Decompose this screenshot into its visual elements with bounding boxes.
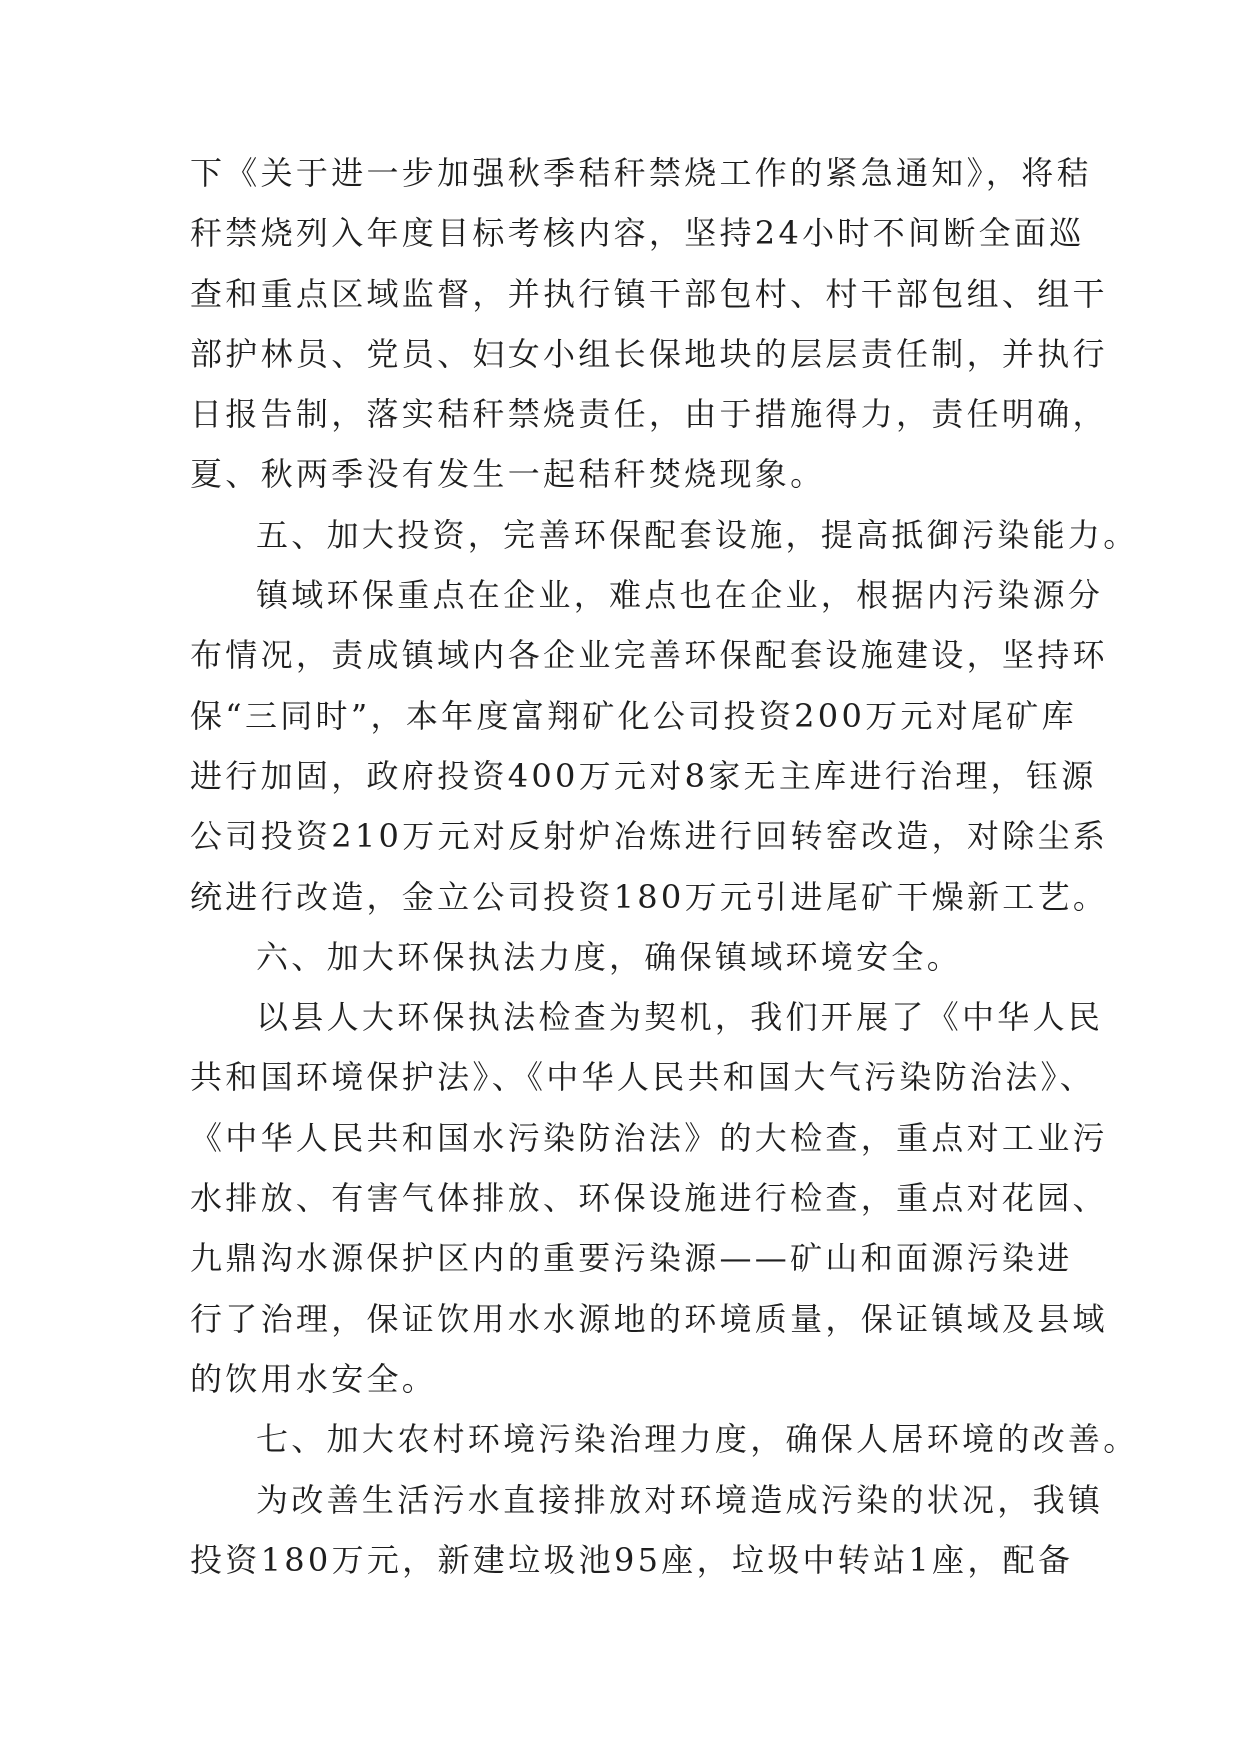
text-line: 统进行改造，金立公司投资180万元引进尾矿干燥新工艺。 (190, 877, 1109, 916)
text-line: 查和重点区域监督，并执行镇干部包村、村干部包组、组干 (190, 274, 1108, 313)
paragraph-first-line: 五、加大投资，完善环保配套设施，提高抵御污染能力。 (256, 515, 1139, 554)
text-line: 的饮用水安全。 (190, 1359, 438, 1398)
text-line: 公司投资210万元对反射炉冶炼进行回转窑改造，对除尘系 (190, 817, 1109, 856)
text-line: 秆禁烧列入年度目标考核内容，坚持24小时不间断全面巡 (190, 214, 1085, 253)
text-line: 布情况，责成镇域内各企业完善环保配套设施建设，坚持环 (190, 636, 1108, 675)
text-line: 行了治理，保证饮用水水源地的环境质量，保证镇域及县域 (190, 1299, 1108, 1338)
text-line: 九鼎沟水源保护区内的重要污染源——矿山和面源污染进 (190, 1239, 1073, 1278)
paragraph-first-line: 六、加大环保执法力度，确保镇域环境安全。 (256, 937, 963, 976)
text-line: 部护林员、党员、妇女小组长保地块的层层责任制，并执行 (190, 334, 1108, 373)
text-line: 《中华人民共和国水污染防治法》的大检查，重点对工业污 (190, 1118, 1108, 1157)
text-line: 进行加固，政府投资400万元对8家无主库进行治理，钰源 (190, 756, 1097, 795)
text-line: 日报告制，落实秸秆禁烧责任，由于措施得力，责任明确， (190, 395, 1108, 434)
paragraph-first-line: 为改善生活污水直接排放对环境造成污染的状况，我镇 (256, 1480, 1104, 1519)
paragraph-first-line: 七、加大农村环境污染治理力度，确保人居环境的改善。 (256, 1420, 1139, 1459)
text-line: 投资180万元，新建垃圾池95座，垃圾中转站1座，配备 (190, 1540, 1074, 1579)
paragraph-first-line: 镇域环保重点在企业，难点也在企业，根据内污染源分 (256, 576, 1104, 615)
paragraph-first-line: 以县人大环保执法检查为契机，我们开展了《中华人民 (256, 998, 1104, 1037)
text-line: 夏、秋两季没有发生一起秸秆焚烧现象。 (190, 455, 826, 494)
text-line: 水排放、有害气体排放、环保设施进行检查，重点对花园、 (190, 1179, 1108, 1218)
text-line: 保“三同时”，本年度富翔矿化公司投资200万元对尾矿库 (190, 696, 1077, 735)
text-line: 共和国环境保护法》、《中华人民共和国大气污染防治法》、 (190, 1058, 1096, 1097)
text-line: 下《关于进一步加强秋季秸秆禁烧工作的紧急通知》，将秸 (190, 154, 1092, 192)
document-body (190, 154, 1139, 1605)
